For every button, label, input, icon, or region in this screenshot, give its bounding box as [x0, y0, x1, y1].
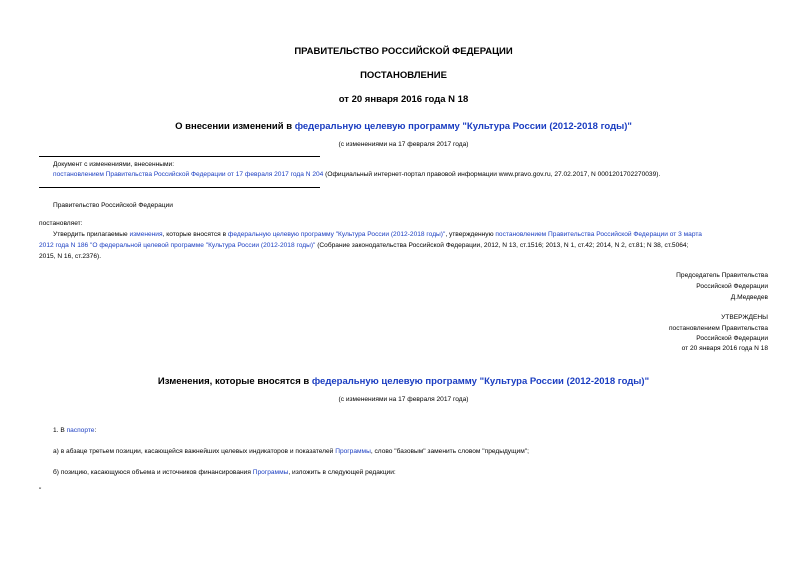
changes-revision-note: (с изменениями на 17 февраля 2017 года)	[338, 396, 469, 403]
resolution-link-a[interactable]: постановлением Правительства Российской Федерации от 3 марта	[495, 231, 702, 238]
government-line: Правительство Российской Федерации	[53, 202, 173, 209]
amendment-link[interactable]: постановлением Правительства Российской Федерации от 17 февраля 2017 года N 204	[53, 171, 324, 178]
document-date-number: от 20 января 2016 года N 18	[338, 94, 469, 105]
amendment-source: (Официальный интернет-портал правовой информации www.pravo.gov.ru, 27.02.2017, N 0001201702270039).	[323, 171, 661, 178]
p1-text-d: (Собрание законодательства Российской Федерации, 2012, N 13, ст.1516; 2013, N 1, ст.42; 2014, N 2, ст.81; N 38, ст.5064;	[315, 242, 689, 249]
changes-title	[0, 376, 807, 387]
document-title	[0, 121, 807, 132]
opening-quote: "	[39, 487, 42, 494]
p1-text-c: , утвержденную	[445, 231, 496, 238]
approved-country: Российской Федерации	[696, 335, 768, 342]
item-a-suffix: , слово "базовым" заменить словом "предыдущим";	[370, 448, 529, 455]
approved-by: постановлением Правительства	[668, 325, 768, 332]
program-link-2[interactable]: федеральную целевую программу "Культура России (2012-2018 годы)"	[227, 231, 446, 238]
item-b-suffix: , изложить в следующей редакции:	[288, 469, 396, 476]
changes-line	[53, 172, 660, 179]
document-type-heading: ПОСТАНОВЛЕНИЕ	[360, 70, 447, 81]
paragraph-1-line-1	[53, 232, 702, 239]
p1-text-b: , которые вносятся в	[162, 231, 228, 238]
item-1-prefix: 1. В	[53, 427, 67, 434]
decrees-line: постановляет:	[39, 220, 83, 227]
program-link-5[interactable]: Программы	[252, 469, 289, 476]
item-b-prefix: б) позицию, касающуюся объема и источников финансирования	[53, 469, 253, 476]
approved-label: УТВЕРЖДЕНЫ	[721, 314, 768, 321]
paragraph-1-line-2	[39, 243, 688, 250]
divider-bottom	[39, 187, 320, 188]
program-link-3[interactable]: федеральную целевую программу "Культура России (2012-2018 годы)"	[311, 376, 650, 387]
changes-title-prefix: Изменения, которые вносятся в	[157, 376, 312, 387]
passport-link[interactable]: паспорте	[66, 427, 95, 434]
resolution-link-b[interactable]: 2012 года N 186 "О федеральной целевой программе "Культура России (2012-2018 годы)"	[39, 242, 316, 249]
item-1	[53, 428, 96, 435]
item-a	[53, 449, 529, 456]
title-prefix: О внесении изменений в	[175, 121, 295, 132]
signature-country: Российской Федерации	[696, 283, 768, 290]
revision-note: (с изменениями на 17 февраля 2017 года)	[338, 141, 469, 148]
divider-top	[39, 156, 320, 157]
changes-intro: Документ с изменениями, внесенными:	[53, 161, 175, 168]
program-link-4[interactable]: Программы	[335, 448, 371, 455]
paragraph-1-line-3: 2015, N 16, ст.2376).	[39, 253, 102, 260]
signature-name: Д.Медведев	[730, 294, 768, 301]
government-heading: ПРАВИТЕЛЬСТВО РОССИЙСКОЙ ФЕДЕРАЦИИ	[294, 46, 513, 57]
approved-date: от 20 января 2016 года N 18	[681, 345, 768, 352]
item-1-suffix: :	[94, 427, 97, 434]
program-link[interactable]: федеральную целевую программу "Культура России (2012-2018 годы)"	[294, 121, 632, 132]
item-b	[53, 470, 396, 477]
changes-link[interactable]: изменения	[129, 231, 163, 238]
signature-title: Председатель Правительства	[676, 272, 768, 279]
p1-text-a: Утвердить прилагаемые	[53, 231, 130, 238]
item-a-prefix: а) в абзаце третьем позиции, касающейся важнейших целевых индикаторов и показателей	[53, 448, 336, 455]
